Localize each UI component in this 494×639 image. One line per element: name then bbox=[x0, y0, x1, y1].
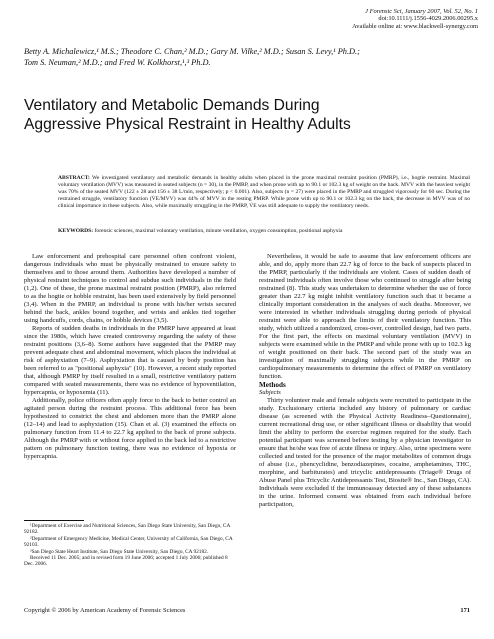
page-footer bbox=[24, 607, 470, 614]
abstract-label: ABSTRACT: bbox=[58, 175, 90, 181]
keywords-label: KEYWORDS: bbox=[58, 228, 94, 234]
intro-paragraph-1: Law enforcement and prehospital care personnel often confront violent, dangerous individuals who must be physically restrained to ensure safety to themselves and to those around them. Authorities have developed a number of physical restraint techniques to control and subdue such individuals in the field (1,2). One of these, the prone maximal restraint position (PMRP), also referred to as the hogtie or hobble restraint, has been used extensively by field personnel (3,4). When in the PMRP, an individual is prone with his/her wrists secured behind the back, ankles bound together, and wrists and ankles tied together using handcuffs, cords, chains, or hobble devices (3,5). bbox=[24, 253, 236, 325]
abstract-text: We investigated ventilatory and metabolic demands in healthy adults when placed in the prone maximal restraint position (PMRP), i.e., hogtie restraint. Maximal voluntary ventilation (MVV) was measured in seated subjects (n = 30), in the PMRP, and when prone with up to 90.1 or 102.3 kg of weight on the back. MVV with the heaviest weight was 70% of the seated MVV (122 ± 28 and 156 ± 38 L/min, respectively; p < 0.001). Also, subjects (n = 27) were placed in the PMRP and struggled vigorously for 60 sec. During the restrained struggle, ventilatory function (V̇E/MVV) was 44% of MVV in the resting PMRP. While prone with up to 90.1 or 102.3 kg on the back, the decrease in MVV was of no clinical importance in these subjects. Also, while maximally struggling in the PMRP, V̇E was still adequate to supply the ventilatory needs. bbox=[58, 175, 470, 209]
doi: doi:10.1111/j.1556-4029.2006.00295.x bbox=[378, 15, 478, 23]
title-line-1: Ventilatory and Metabolic Demands During bbox=[24, 97, 320, 114]
footnote-3: ³San Diego State Heart Institute, San Diego State University, San Diego, CA 92182. bbox=[30, 548, 209, 555]
author-list bbox=[24, 47, 464, 68]
intro-paragraph-2: Reports of sudden deaths in individuals in the PMRP have appeared at least since the 1980s, which have created controversy regarding the safety of these restraint positions (3,6–8). Some authors have suggested that the PMRP may prevent adequate chest and abdominal movement, which places the individual at risk of asphyxiation (7–9). Asphyxiation that is caused by body position has been referred to as "positional asphyxia" (10). However, a recent study reported that, although PMRP by itself resulted in a small, restrictive ventilatory pattern compared with seated measurements, there was no evidence of hypoventilation, hypercapnia, or hypoxemia (11). bbox=[24, 325, 236, 397]
page-number: 171 bbox=[460, 607, 470, 614]
keywords bbox=[58, 228, 470, 235]
footnote-separator bbox=[24, 520, 84, 521]
abstract bbox=[58, 175, 470, 210]
footnotes bbox=[24, 523, 236, 568]
title-line-2: Aggressive Physical Restraint in Healthy Adults bbox=[24, 115, 351, 133]
intro-paragraph-3: Additionally, police officers often apply force to the back to better control an agitated person during the restraint process. This additional force has been hypothesized to constrict the chest and abdomen more than the PMRP alone (12–14) and lead to asphyxiation (15). Chan et al. (3) examined the effects on pulmonary function from 11.4 to 22.7 kg applied to the back of prone subjects. Although the PMRP with or without force applied to the back led to a restrictive pattern on pulmonary function testing, there was no evidence of hypoxia or hypercapnia. bbox=[24, 397, 236, 461]
running-header bbox=[352, 8, 478, 30]
copyright: Copyright © 2006 by American Academy of Forensic Sciences bbox=[24, 607, 186, 614]
left-column bbox=[24, 253, 236, 461]
received-note: Received 11 Dec. 2005; and in revised form 19 June 2006; accepted 1 July 2006; published 8 Dec. 2006. bbox=[24, 555, 228, 568]
subjects-heading: Subjects bbox=[259, 389, 281, 397]
footnote-2: ²Department of Emergency Medicine, Medical Center, University of California, San Diego, CA 92103. bbox=[24, 535, 233, 549]
methods-heading: Methods bbox=[259, 381, 286, 390]
journal-citation: J Forensic Sci, January 2007, Vol. 52, No. 1 bbox=[365, 8, 478, 15]
intro-paragraph-4: Nevertheless, it would be safe to assume that law enforcement officers are able, and do, apply more than 22.7 kg of force to the back of suspects placed in the PMRP, particularly if the individuals are violent. Cases of sudden death of restrained individuals often involve those who continued to struggle after being restrained (8). This study was undertaken to determine whether the use of force greater than 22.7 kg might inhibit ventilatory function such that it became a clinically important consideration in the analyses of such deaths. Moreover, we were interested in whether individuals struggling during periods of physical restraint were able to approach the limits of their ventilatory function. This study, which utilized a randomized, cross-over, controlled design, had two parts. For the first part, the effects on maximal voluntary ventilation (MVV) in subjects were examined while in the PMRP and while prone with up to 102.3 kg of weight positioned on their back. The second part of the study was an investigation of maximally struggling subjects while in the PMRP on cardiopulmonary measurements to determine the effect of PMRP on ventilatory function. bbox=[259, 253, 471, 381]
footnote-1: ¹Department of Exercise and Nutritional Sciences, San Diego State University, San Diego, CA 92182. bbox=[24, 523, 230, 536]
authors-line-2: Tom S. Neuman,² M.D.; and Fred W. Kolkhorst,¹,³ Ph.D. bbox=[24, 57, 211, 67]
authors-line-1: Betty A. Michalewicz,¹ M.S.; Theodore C. Chan,² M.D.; Gary M. Vilke,² M.D.; Susan S. Levy,¹ Ph.D.; bbox=[24, 47, 360, 56]
availability-note: Available online at: www.blackwell-synergy.com bbox=[352, 22, 478, 30]
keywords-text: forensic sciences, maximal voluntary ventilation, minute ventilation, oxygen consumption, positional asphyxia bbox=[94, 228, 343, 234]
paper-title bbox=[24, 97, 474, 134]
right-column bbox=[259, 253, 471, 510]
subjects-paragraph: Thirty volunteer male and female subjects were recruited to participate in the study. Exclusionary criteria included any history of pulmonary or cardiac disease (as screened with the Physical Activity Readiness–Questionnaire), current recreational drug use, or other significant illness or disability that would limit the ability to perform the exercise regimen required for the study. Each potential participant was screened before testing by a physician investigator to ensure that he/she was free of acute illness or injury. Also, urine specimens were collected and tested for the presence of the major metabolites of common drugs of abuse (i.e., phencyclidine, benzodiazepines, cocaine, amphetamines, THC, morphine, and barbiturates) and tricyclic antidepressants (Triage® Drugs of Abuse Panel plus Tricyclic Antidepressants Test, Biosite® Inc., San Diego, CA). Individuals were excluded if the immunoassay detected any of these substances in the urine. Informed consent was obtained from each individual before participation, bbox=[259, 397, 471, 509]
